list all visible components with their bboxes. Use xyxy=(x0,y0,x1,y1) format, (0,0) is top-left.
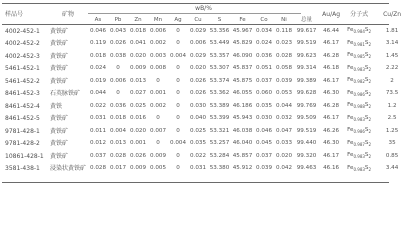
cell-value: 99.617 xyxy=(296,27,317,34)
cell-value: 0 xyxy=(156,140,160,147)
cell-mineral: 黄铁矿 xyxy=(50,65,69,73)
cell-value: 46.17 xyxy=(323,40,340,47)
cell-value: 0.041 xyxy=(129,40,146,47)
cell-sample: 4002-452-3 xyxy=(5,52,40,60)
header-el-8: Co xyxy=(260,16,268,23)
cell-value: 0.030 xyxy=(255,115,272,122)
cell-value: 45.857 xyxy=(232,152,253,159)
cell-value: 0.033 xyxy=(275,140,292,147)
cell-last: 3.44 xyxy=(385,165,399,172)
cell-value: 46.186 xyxy=(232,102,253,109)
cell-value: 0 xyxy=(176,102,180,109)
cell-value: 0 xyxy=(176,90,180,97)
cell-value: 45.967 xyxy=(232,27,253,34)
cell-value: 0.026 xyxy=(129,152,146,159)
cell-sample: 10861-428-1 xyxy=(5,152,44,160)
cell-value: 45.829 xyxy=(232,40,253,47)
cell-value: 0 xyxy=(116,65,120,72)
cell-value: 99.623 xyxy=(296,52,317,59)
cell-formula: $Fe_{0.985}S_2$ xyxy=(347,52,372,60)
cell-value: 99.519 xyxy=(296,40,317,47)
cell-value: 99.314 xyxy=(296,65,317,72)
header-sample: 样品号 xyxy=(5,10,24,18)
cell-value: 0.009 xyxy=(129,165,146,172)
table-row xyxy=(2,38,409,51)
cell-value: 0.039 xyxy=(255,165,272,172)
cell-value: 99.389 xyxy=(296,77,317,84)
cell-value: 46.055 xyxy=(232,90,253,97)
cell-value: 0 xyxy=(176,165,180,172)
cell-mineral: 黄铁矿 xyxy=(50,115,69,123)
cell-value: 0.001 xyxy=(149,90,166,97)
table-row xyxy=(2,113,409,126)
cell-value: 0.039 xyxy=(275,77,292,84)
cell-value: 0.023 xyxy=(275,40,292,47)
cell-value: 0.036 xyxy=(255,52,272,59)
cell-value: 0 xyxy=(176,152,180,159)
cell-last: 73.5 xyxy=(385,90,399,97)
cell-value: 99.463 xyxy=(296,165,317,172)
cell-value: 0.046 xyxy=(255,127,272,134)
cell-formula: $Fe_{0.987}S_2$ xyxy=(347,139,372,147)
cell-value: 53.284 xyxy=(209,152,230,159)
cell-value: 45.875 xyxy=(232,77,253,84)
cell-last: 0.85 xyxy=(385,152,399,159)
cell-value: 46.090 xyxy=(232,52,253,59)
cell-value: 53.362 xyxy=(209,90,230,97)
cell-sample: 5461-452-1 xyxy=(5,65,40,73)
cell-value: 0.043 xyxy=(109,27,126,34)
cell-value: 46.16 xyxy=(323,165,340,172)
cell-value: 53.399 xyxy=(209,115,230,122)
cell-value: 0 xyxy=(156,115,160,122)
cell-value: 0.012 xyxy=(89,140,106,147)
cell-value: 0.002 xyxy=(149,40,166,47)
table-row xyxy=(2,88,409,101)
cell-value: 0.027 xyxy=(129,90,146,97)
cell-last: 1.81 xyxy=(385,27,399,34)
cell-value: 53.374 xyxy=(209,77,230,84)
cell-value: 0.037 xyxy=(255,152,272,159)
table-bottom-rule xyxy=(2,182,389,183)
header-el-10: 总量 xyxy=(301,16,313,23)
cell-value: 46.30 xyxy=(323,140,340,147)
cell-value: 0.013 xyxy=(129,77,146,84)
cell-mineral: 黄铁矿 xyxy=(50,140,69,148)
cell-value: 0.006 xyxy=(149,27,166,34)
cell-value: 0.017 xyxy=(109,165,126,172)
cell-last: 2.5 xyxy=(387,115,397,122)
cell-value: 0.003 xyxy=(149,52,166,59)
cell-value: 0.020 xyxy=(275,152,292,159)
cell-value: 0.007 xyxy=(149,127,166,134)
table-row xyxy=(2,63,409,76)
cell-value: 0.019 xyxy=(89,77,106,84)
cell-value: 0.032 xyxy=(275,115,292,122)
cell-value: 0.053 xyxy=(275,90,292,97)
cell-value: 0.011 xyxy=(89,127,106,134)
header-el-2: Zn xyxy=(134,16,142,23)
cell-value: 0.028 xyxy=(109,152,126,159)
cell-value: 0 xyxy=(176,77,180,84)
cell-value: 46.28 xyxy=(323,102,340,109)
header-ratio: Au/Ag xyxy=(322,10,340,18)
cell-value: 0.004 xyxy=(169,52,186,59)
cell-sample: 9781-428-2 xyxy=(5,140,40,148)
cell-value: 53.357 xyxy=(209,52,230,59)
header-group: wB/% xyxy=(195,5,212,12)
cell-formula: $Fe_{0.983}S_2$ xyxy=(347,114,372,122)
table-row xyxy=(2,50,409,63)
cell-value: 0 xyxy=(176,127,180,134)
cell-value: 0.016 xyxy=(129,115,146,122)
cell-value: 0.044 xyxy=(89,90,106,97)
cell-value: 0.034 xyxy=(255,27,272,34)
cell-value: 0.031 xyxy=(89,115,106,122)
cell-sample: 3581-438-1 xyxy=(5,165,40,173)
header-last: Cu/Zn xyxy=(383,10,402,18)
cell-formula: $Fe_{0.982}S_2$ xyxy=(347,77,372,85)
cell-formula: $Fe_{0.981}S_2$ xyxy=(347,39,372,47)
cell-value: 99.509 xyxy=(296,115,317,122)
cell-last: 1.2 xyxy=(387,102,397,109)
cell-value: 0.004 xyxy=(109,127,126,134)
cell-value: 99.769 xyxy=(296,102,317,109)
cell-sample: 8461-452-5 xyxy=(5,115,40,123)
cell-last: 2.22 xyxy=(385,65,399,72)
header-el-0: As xyxy=(94,16,102,23)
cell-value: 46.038 xyxy=(232,127,253,134)
cell-mineral: 浸染状黄铁矿 xyxy=(50,165,87,173)
cell-value: 0.119 xyxy=(89,40,106,47)
cell-value: 0.025 xyxy=(189,127,206,134)
cell-last: 3.14 xyxy=(385,40,399,47)
cell-formula: $Fe_{0.988}S_2$ xyxy=(347,102,372,110)
cell-sample: 8461-452-3 xyxy=(5,90,40,98)
cell-last: 1.45 xyxy=(385,52,399,59)
cell-last: 35 xyxy=(388,140,396,147)
cell-value: 0.005 xyxy=(149,165,166,172)
cell-value: 0.024 xyxy=(255,40,272,47)
header-formula: 分子式 xyxy=(350,10,369,18)
cell-sample: 4002-452-1 xyxy=(5,27,40,35)
cell-mineral: 黄铁矿 xyxy=(50,77,69,85)
cell-value: 0.042 xyxy=(275,165,292,172)
cell-value: 53.449 xyxy=(209,40,230,47)
cell-mineral: 黄铁矿 xyxy=(50,40,69,48)
cell-value: 0.018 xyxy=(89,52,106,59)
table-row xyxy=(2,100,409,113)
cell-value: 53.257 xyxy=(209,140,230,147)
table-row xyxy=(2,150,409,163)
cell-value: 46.28 xyxy=(323,52,340,59)
cell-value: 0.025 xyxy=(129,102,146,109)
table-row xyxy=(2,75,409,88)
table-body xyxy=(2,25,409,175)
cell-value: 53.356 xyxy=(209,27,230,34)
composition-table xyxy=(2,4,409,175)
cell-value: 46.17 xyxy=(323,77,340,84)
cell-value: 0.038 xyxy=(109,52,126,59)
cell-value: 45.943 xyxy=(232,115,253,122)
cell-value: 0.006 xyxy=(109,77,126,84)
cell-value: 46.30 xyxy=(323,90,340,97)
cell-value: 0.026 xyxy=(189,90,206,97)
cell-value: 45.837 xyxy=(232,65,253,72)
cell-value: 99.320 xyxy=(296,152,317,159)
header-el-4: Ag xyxy=(174,16,182,23)
cell-value: 46.040 xyxy=(232,140,253,147)
cell-value: 0.006 xyxy=(189,40,206,47)
cell-sample: 9781-428-1 xyxy=(5,127,40,135)
cell-value: 46.26 xyxy=(323,127,340,134)
cell-sample: 8461-452-4 xyxy=(5,102,40,110)
header-mineral: 矿物 xyxy=(61,10,74,18)
cell-mineral: 石英脉铁矿 xyxy=(50,90,81,98)
cell-value: 0.009 xyxy=(149,152,166,159)
cell-formula: $Fe_{0.986}S_2$ xyxy=(347,127,372,135)
cell-value: 0.026 xyxy=(109,40,126,47)
cell-formula: $Fe_{0.984}S_2$ xyxy=(347,27,372,35)
cell-value: 0.024 xyxy=(89,65,106,72)
cell-value: 0.020 xyxy=(129,127,146,134)
table-row xyxy=(2,138,409,151)
cell-value: 53.389 xyxy=(209,102,230,109)
cell-mineral: 黄铁 xyxy=(50,102,63,110)
table-row xyxy=(2,163,409,176)
cell-mineral: 黄铁矿 xyxy=(50,27,69,35)
cell-value: 0.026 xyxy=(189,77,206,84)
cell-value: 0 xyxy=(176,115,180,122)
cell-value: 0.037 xyxy=(255,77,272,84)
cell-value: 0.018 xyxy=(129,27,146,34)
cell-value: 0.047 xyxy=(275,127,292,134)
cell-value: 0 xyxy=(156,77,160,84)
cell-mineral: 黄铁矿 xyxy=(50,152,69,160)
cell-mineral: 黄铁矿 xyxy=(50,127,69,135)
header-el-5: Cu xyxy=(194,16,202,23)
cell-value: 99.628 xyxy=(296,90,317,97)
cell-value: 0.022 xyxy=(189,152,206,159)
cell-value: 53.307 xyxy=(209,65,230,72)
cell-last: 1.25 xyxy=(385,127,399,134)
cell-value: 0.013 xyxy=(109,140,126,147)
header-el-3: Mn xyxy=(153,16,163,23)
cell-value: 0.040 xyxy=(189,115,206,122)
cell-value: 0.020 xyxy=(189,65,206,72)
cell-value: 99.440 xyxy=(296,140,317,147)
cell-value: 46.17 xyxy=(323,115,340,122)
header-el-9: Ni xyxy=(281,16,287,23)
cell-value: 0.028 xyxy=(275,52,292,59)
cell-formula: $Fe_{0.983}S_2$ xyxy=(347,164,372,172)
cell-value: 0.118 xyxy=(275,27,292,34)
cell-value: 0.051 xyxy=(255,65,272,72)
cell-value: 0.030 xyxy=(189,102,206,109)
cell-value: 0.001 xyxy=(129,140,146,147)
cell-value: 0.060 xyxy=(255,90,272,97)
cell-formula: $Fe_{0.983}S_2$ xyxy=(347,64,372,72)
cell-mineral: 黄铁矿 xyxy=(50,52,69,60)
cell-value: 0.029 xyxy=(189,27,206,34)
cell-value: 0 xyxy=(116,90,120,97)
cell-value: 0.031 xyxy=(189,165,206,172)
cell-value: 0.009 xyxy=(129,65,146,72)
cell-value: 0.037 xyxy=(89,152,106,159)
header-el-7: Fe xyxy=(239,16,246,23)
cell-value: 0 xyxy=(176,27,180,34)
header-el-6: S xyxy=(217,16,222,23)
cell-value: 46.44 xyxy=(323,27,340,34)
cell-value: 0.029 xyxy=(189,52,206,59)
cell-value: 53.321 xyxy=(209,127,230,134)
cell-sample: 4002-452-2 xyxy=(5,40,40,48)
cell-value: 0.035 xyxy=(255,102,272,109)
cell-value: 0 xyxy=(176,65,180,72)
cell-value: 53.380 xyxy=(209,165,230,172)
cell-value: 0.046 xyxy=(89,27,106,34)
cell-value: 0 xyxy=(176,40,180,47)
cell-value: 0.020 xyxy=(129,52,146,59)
cell-value: 99.519 xyxy=(296,127,317,134)
cell-value: 46.17 xyxy=(323,152,340,159)
cell-value: 0.035 xyxy=(189,140,206,147)
cell-value: 0.008 xyxy=(149,65,166,72)
cell-sample: 5461-452-2 xyxy=(5,77,40,85)
cell-value: 0.036 xyxy=(109,102,126,109)
cell-value: 0.018 xyxy=(109,115,126,122)
cell-value: 0.022 xyxy=(89,102,106,109)
table-row xyxy=(2,25,409,38)
cell-formula: $Fe_{0.983}S_2$ xyxy=(347,152,372,160)
cell-value: 0.058 xyxy=(275,65,292,72)
cell-value: 46.18 xyxy=(323,65,340,72)
table-row xyxy=(2,125,409,138)
cell-value: 0.028 xyxy=(89,165,106,172)
cell-value: 0.045 xyxy=(255,140,272,147)
cell-formula: $Fe_{0.986}S_2$ xyxy=(347,89,372,97)
cell-value: 0.044 xyxy=(275,102,292,109)
cell-value: 45.912 xyxy=(232,165,253,172)
cell-last: 2 xyxy=(390,77,394,84)
cell-value: 0.002 xyxy=(149,102,166,109)
cell-value: 0.004 xyxy=(169,140,186,147)
header-el-1: Pb xyxy=(114,16,122,23)
